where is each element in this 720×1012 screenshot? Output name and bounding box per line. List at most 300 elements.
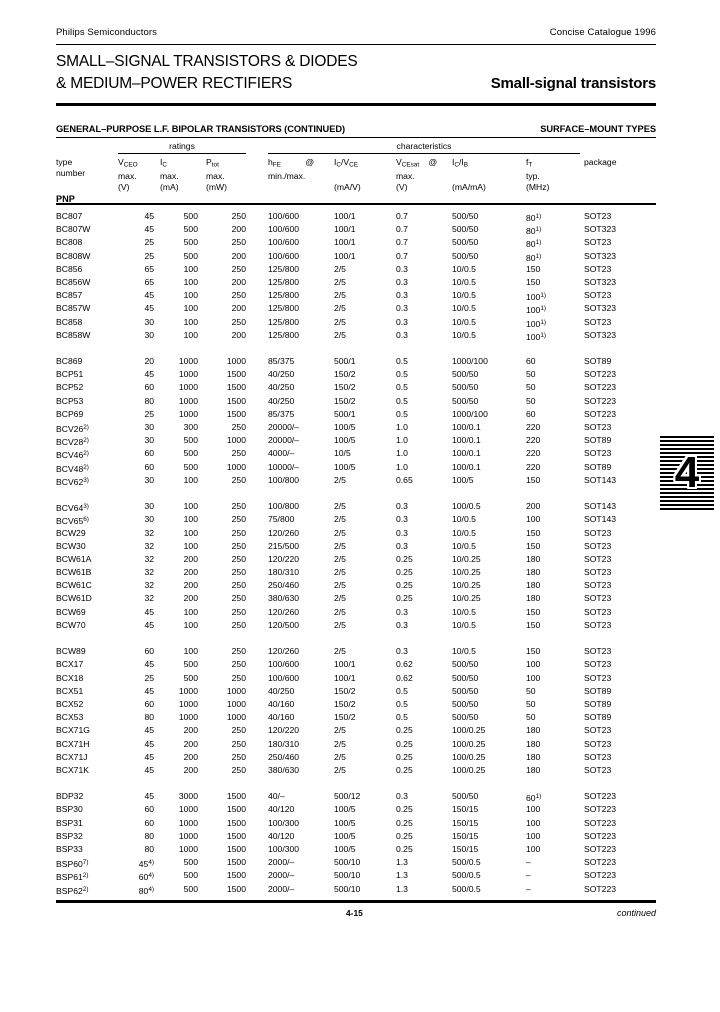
cell-pkg: SOT223 xyxy=(584,844,617,854)
cell-icib: 10/0.25 xyxy=(452,567,481,578)
cell-vcesat: 1.3 xyxy=(396,857,408,868)
cell-ic: 100 xyxy=(183,527,198,538)
cell-vcesat: 0.5 xyxy=(396,382,408,393)
cell-icib: 500/50 xyxy=(452,382,479,393)
cell-hfe: 40/160 xyxy=(268,712,295,723)
cell-pkg: SOT89 xyxy=(584,356,612,367)
header-vceo-subscript: CEO xyxy=(123,161,138,169)
cell-ft: 150 xyxy=(526,527,541,538)
table-row[interactable] xyxy=(56,223,656,236)
cell-ptot: 200 xyxy=(231,276,246,287)
cell-icib: 10/0.25 xyxy=(452,553,481,564)
header-ptot-subscript: tot xyxy=(211,161,219,169)
cell-hfe: 125/800 xyxy=(268,316,300,327)
cell-pkg: SOT23 xyxy=(584,751,612,762)
cell-icvce: 2/5 xyxy=(334,725,346,736)
cell-type: BCW29 xyxy=(56,527,86,538)
table-row[interactable] xyxy=(56,869,656,882)
cell-vceo: 45 xyxy=(144,764,154,775)
cell-icvce: 100/5 xyxy=(334,422,356,432)
table-row[interactable] xyxy=(56,738,656,751)
cell-type: BSP62$^{2)}$ xyxy=(56,885,89,896)
cell-vcesat: 0.25 xyxy=(396,844,413,854)
cell-type: BCV64$^{3)}$ xyxy=(56,503,89,514)
cell-hfe: 40/120 xyxy=(268,804,295,815)
cell-ic: 1000 xyxy=(178,698,198,709)
table-row[interactable] xyxy=(56,672,656,685)
cell-pkg: SOT223 xyxy=(584,817,617,828)
cell-ft: 220 xyxy=(526,422,541,432)
cell-icvce: 2/5 xyxy=(334,329,346,340)
cell-icvce: 100/5 xyxy=(334,804,356,815)
table-row[interactable] xyxy=(56,447,656,460)
cell-ft: 220 xyxy=(526,435,541,446)
cell-vcesat: 0.3 xyxy=(396,646,408,657)
cell-hfe: 100/800 xyxy=(268,501,300,512)
cell-hfe: 20000/– xyxy=(268,422,300,432)
cell-type: BC856W xyxy=(56,276,91,287)
cell-icib: 500/50 xyxy=(452,211,479,221)
table-row[interactable] xyxy=(56,856,656,869)
cell-hfe: 125/800 xyxy=(268,276,300,287)
cell-pkg: SOT323 xyxy=(584,250,617,261)
cell-icib: 100/0.25 xyxy=(452,738,486,749)
cell-hfe: 250/460 xyxy=(268,751,300,762)
table-row[interactable] xyxy=(56,685,656,698)
cell-vcesat: 0.3 xyxy=(396,527,408,538)
cell-pkg: SOT23 xyxy=(584,672,612,683)
table-row[interactable] xyxy=(56,553,656,566)
header-vcesat-qualifier: max. xyxy=(396,170,415,181)
cell-pkg: SOT23 xyxy=(584,725,612,736)
cell-hfe: 120/220 xyxy=(268,725,300,736)
table-row[interactable] xyxy=(56,513,656,526)
cell-icib: 10/0.5 xyxy=(452,606,476,617)
footnote-marker: 2) xyxy=(83,424,89,431)
cell-vcesat: 0.3 xyxy=(396,329,408,340)
table-row[interactable] xyxy=(56,883,656,896)
table-row[interactable] xyxy=(56,421,656,434)
cell-ic: 1000 xyxy=(178,395,198,406)
cell-hfe: 215/500 xyxy=(268,540,300,551)
cell-icvce: 100/1 xyxy=(334,672,356,683)
cell-type: BCV62$^{3)}$ xyxy=(56,476,89,487)
cell-pkg: SOT23 xyxy=(584,540,612,551)
cell-ptot: 250 xyxy=(231,448,246,459)
cell-ic: 3000 xyxy=(178,791,198,802)
table-row[interactable] xyxy=(56,619,656,632)
chapter-tab xyxy=(660,436,714,510)
cell-ic: 500 xyxy=(183,461,198,472)
table-row[interactable] xyxy=(56,843,656,856)
table-row[interactable] xyxy=(56,434,656,447)
header-ptot-unit: (mW) xyxy=(206,181,227,192)
cell-type: BSP30 xyxy=(56,804,83,815)
cell-hfe: 250/460 xyxy=(268,580,300,591)
footnote-marker: 6) xyxy=(83,516,89,524)
cell-icib: 10/0.5 xyxy=(452,303,476,314)
header-ft-qualifier: typ. xyxy=(526,170,540,181)
cell-icvce: 2/5 xyxy=(334,540,346,551)
cell-icib: 100/5 xyxy=(452,474,474,485)
cell-icvce: 100/1 xyxy=(334,237,356,248)
cell-vceo: 30 xyxy=(144,435,154,446)
cell-pkg: SOT323 xyxy=(584,224,617,235)
group-rule-ratings xyxy=(118,153,246,154)
cell-hfe: 120/260 xyxy=(268,527,300,538)
header-icvce-unit: (mA/V) xyxy=(334,181,361,192)
title-rule xyxy=(56,103,656,106)
cell-vceo: 30 xyxy=(144,316,154,327)
cell-pkg: SOT23 xyxy=(584,580,612,591)
table-row[interactable] xyxy=(56,751,656,764)
table-row[interactable] xyxy=(56,817,656,830)
cell-hfe: 40/250 xyxy=(268,685,295,696)
cell-ptot: 1500 xyxy=(226,804,246,815)
cell-ft: 150 xyxy=(526,540,541,551)
cell-ptot: 1500 xyxy=(226,395,246,406)
cell-icib: 10/0.5 xyxy=(452,290,476,301)
header-icvce-sym1: I xyxy=(334,157,337,167)
cell-vceo: 32 xyxy=(144,527,154,538)
table-row[interactable] xyxy=(56,606,656,619)
cell-ptot: 250 xyxy=(231,237,246,248)
header-hfe-symbol: h xyxy=(268,157,273,167)
cell-icvce: 2/5 xyxy=(334,619,346,630)
cell-icib: 10/0.5 xyxy=(452,646,476,657)
cell-ic: 100 xyxy=(183,303,198,314)
header-vcesat-unit: (V) xyxy=(396,181,408,192)
cell-ptot: 1500 xyxy=(226,870,246,881)
cell-vceo: 60$^{4)}$ xyxy=(138,872,154,883)
cell-vcesat: 0.3 xyxy=(396,263,408,274)
cell-type: BCV28$^{2)}$ xyxy=(56,437,89,448)
cell-ptot: 1500 xyxy=(226,791,246,802)
cell-vceo: 60 xyxy=(144,646,154,657)
table-row[interactable] xyxy=(56,461,656,474)
table-row[interactable] xyxy=(56,263,656,276)
cell-icvce: 100/5 xyxy=(334,817,356,828)
continued-note: continued xyxy=(616,908,656,919)
cell-icvce: 2/5 xyxy=(334,316,346,327)
table-caption-right: SURFACE–MOUNT TYPES xyxy=(540,124,656,134)
table-row[interactable] xyxy=(56,316,656,329)
cell-type: BCX71G xyxy=(56,725,90,736)
section-title: Small-signal transistors xyxy=(490,75,656,92)
cell-ft: 60 xyxy=(526,356,536,367)
cell-ft: 50 xyxy=(526,395,536,406)
table-row[interactable] xyxy=(56,764,656,777)
cell-vceo: 32 xyxy=(144,580,154,591)
table-row[interactable] xyxy=(56,381,656,394)
group-rule-characteristics xyxy=(268,153,580,154)
cell-ft: 100 xyxy=(526,844,541,854)
header-vceo xyxy=(118,157,154,193)
cell-pkg: SOT89 xyxy=(584,685,612,696)
cell-vcesat: 0.25 xyxy=(396,593,413,604)
cell-icib: 10/0.5 xyxy=(452,263,476,274)
header-icvce-sub1: C xyxy=(336,161,342,169)
cell-vceo: 30 xyxy=(144,501,154,512)
cell-ic: 100 xyxy=(183,290,198,301)
header-type-line1: type xyxy=(56,157,73,167)
cell-pkg: SOT23 xyxy=(584,738,612,749)
table-row[interactable] xyxy=(56,566,656,579)
cell-ic: 500 xyxy=(183,435,198,446)
header-ft-subscript: T xyxy=(528,161,533,169)
cell-ft: 100 xyxy=(526,817,541,828)
footnote-marker: 3) xyxy=(83,476,89,484)
cell-pkg: SOT223 xyxy=(584,382,617,393)
cell-ptot: 250 xyxy=(231,290,246,301)
cell-ptot: 250 xyxy=(231,619,246,630)
cell-pkg: SOT23 xyxy=(584,567,612,578)
cell-ft: 60$^{1)}$ xyxy=(526,793,542,804)
cell-vceo: 65 xyxy=(144,276,154,287)
cell-ft: 50 xyxy=(526,369,536,380)
cell-ptot: 250 xyxy=(231,211,246,221)
cell-hfe: 100/800 xyxy=(268,474,300,485)
cell-ic: 500 xyxy=(183,870,198,881)
cell-icvce: 2/5 xyxy=(334,474,346,485)
cell-icib: 500/50 xyxy=(452,698,479,709)
cell-pkg: SOT23 xyxy=(584,527,612,538)
cell-ic: 1000 xyxy=(178,369,198,380)
cell-ptot: 1500 xyxy=(226,857,246,868)
cell-type: BC858 xyxy=(56,316,83,327)
table-row[interactable] xyxy=(56,527,656,540)
cell-ptot: 1000 xyxy=(226,685,246,696)
table-row[interactable] xyxy=(56,474,656,487)
cell-vcesat: 0.3 xyxy=(396,290,408,301)
cell-hfe: 180/310 xyxy=(268,738,300,749)
cell-icvce: 150/2 xyxy=(334,395,356,406)
cell-hfe: 120/220 xyxy=(268,553,300,564)
header-type-line2: number xyxy=(56,168,86,178)
cell-ft: 60 xyxy=(526,408,536,419)
table-row[interactable] xyxy=(56,540,656,553)
cell-hfe: 100/600 xyxy=(268,672,300,683)
footnote-marker: 4) xyxy=(148,885,154,893)
header-ic-qualifier: max. xyxy=(160,170,179,181)
cell-vcesat: 0.7 xyxy=(396,224,408,235)
table-row[interactable] xyxy=(56,329,656,342)
cell-type: BCW61A xyxy=(56,553,92,564)
cell-ic: 100 xyxy=(183,501,198,512)
table-row[interactable] xyxy=(56,592,656,605)
cell-vceo: 20 xyxy=(144,356,154,367)
header-package: package xyxy=(584,157,617,167)
cell-ic: 100 xyxy=(183,276,198,287)
table-row-spacer xyxy=(56,632,656,645)
cell-icvce: 2/5 xyxy=(334,567,346,578)
table-row[interactable] xyxy=(56,724,656,737)
table-row-spacer xyxy=(56,777,656,790)
cell-type: BCX52 xyxy=(56,698,84,709)
cell-icvce: 2/5 xyxy=(334,738,346,749)
cell-pkg: SOT143 xyxy=(584,474,617,485)
table-row[interactable] xyxy=(56,790,656,803)
cell-ptot: 200 xyxy=(231,250,246,261)
table-row[interactable] xyxy=(56,803,656,816)
cell-icib: 150/15 xyxy=(452,804,479,815)
cell-vcesat: 0.25 xyxy=(396,751,413,762)
cell-ft: 50 xyxy=(526,698,536,709)
table-row[interactable] xyxy=(56,579,656,592)
table-caption-left: GENERAL–PURPOSE L.F. BIPOLAR TRANSISTORS (CONTINUED) xyxy=(56,124,346,134)
cell-ptot: 250 xyxy=(231,580,246,591)
cell-ic: 200 xyxy=(183,751,198,762)
cell-icvce: 2/5 xyxy=(334,553,346,564)
table-row[interactable] xyxy=(56,408,656,421)
cell-ptot: 250 xyxy=(231,606,246,617)
header-icvce-separator: / xyxy=(341,157,344,167)
cell-icib: 500/50 xyxy=(452,369,479,380)
cell-icvce: 100/5 xyxy=(334,461,356,472)
cell-pkg: SOT23 xyxy=(584,619,612,630)
cell-pkg: SOT23 xyxy=(584,316,612,327)
column-group-band xyxy=(56,140,656,155)
cell-hfe: 380/630 xyxy=(268,764,300,775)
cell-ft: – xyxy=(526,870,531,881)
cell-ft: 150 xyxy=(526,276,541,287)
table-row[interactable] xyxy=(56,368,656,381)
cell-pkg: SOT23 xyxy=(584,659,612,670)
cell-vcesat: 0.25 xyxy=(396,830,413,841)
cell-type: BSP31 xyxy=(56,817,83,828)
header-ft xyxy=(526,157,560,193)
cell-vceo: 45 xyxy=(144,369,154,380)
cell-vcesat: 0.3 xyxy=(396,514,408,525)
cell-hfe: 100/300 xyxy=(268,844,300,854)
cell-icib: 500/50 xyxy=(452,712,479,723)
cell-type: BC808 xyxy=(56,237,83,248)
cell-ic: 200 xyxy=(183,725,198,736)
cell-type: BCV48$^{2)}$ xyxy=(56,463,89,474)
cell-type: BC856 xyxy=(56,263,83,274)
cell-type: BSP61$^{2)}$ xyxy=(56,872,89,883)
cell-icvce: 100/5 xyxy=(334,844,356,854)
cell-vceo: 45 xyxy=(144,290,154,301)
cell-vcesat: 0.5 xyxy=(396,698,408,709)
cell-vceo: 80$^{4)}$ xyxy=(138,885,154,896)
cell-icib: 500/50 xyxy=(452,672,479,683)
cell-pkg: SOT23 xyxy=(584,764,612,775)
cell-icib: 10/0.25 xyxy=(452,580,481,591)
cell-hfe: 2000/– xyxy=(268,883,295,894)
table-row[interactable] xyxy=(56,711,656,724)
cell-vcesat: 0.3 xyxy=(396,619,408,630)
table-row[interactable] xyxy=(56,289,656,302)
cell-ptot: 250 xyxy=(231,725,246,736)
cell-icvce: 100/1 xyxy=(334,250,356,261)
cell-icvce: 2/5 xyxy=(334,290,346,301)
cell-type: BC869 xyxy=(56,356,83,367)
table-row[interactable] xyxy=(56,250,656,263)
cell-vcesat: 0.3 xyxy=(396,791,408,802)
cell-type: BSP60$^{7)}$ xyxy=(56,859,89,870)
table-row[interactable] xyxy=(56,395,656,408)
cell-pkg: SOT23 xyxy=(584,593,612,604)
table-row[interactable] xyxy=(56,236,656,249)
header-rule xyxy=(56,203,656,205)
cell-vceo: 45 xyxy=(144,791,154,802)
header-icib-sym1: I xyxy=(452,157,455,167)
cell-ic: 500 xyxy=(183,857,198,868)
cell-type: BCW89 xyxy=(56,646,86,657)
table-caption xyxy=(56,124,656,134)
header-hfe-subscript: FE xyxy=(272,161,281,169)
header-vceo-qualifier: max. xyxy=(118,170,137,181)
table-row[interactable] xyxy=(56,276,656,289)
table-row[interactable] xyxy=(56,210,656,223)
cell-icib: 1000/100 xyxy=(452,408,488,419)
footnote-marker: 4) xyxy=(148,872,154,880)
cell-vcesat: 0.25 xyxy=(396,553,413,564)
cell-hfe: 40/250 xyxy=(268,395,295,406)
cell-icvce: 2/5 xyxy=(334,514,346,525)
table-row[interactable] xyxy=(56,302,656,315)
cell-pkg: SOT223 xyxy=(584,857,617,868)
cell-ptot: 1500 xyxy=(226,830,246,841)
cell-icvce: 500/10 xyxy=(334,857,361,868)
group-label-ratings: ratings xyxy=(169,141,195,151)
footnote-marker: 1) xyxy=(535,239,542,247)
cell-type: BCV65$^{6)}$ xyxy=(56,516,89,527)
table-row[interactable] xyxy=(56,645,656,658)
cell-ft: 80$^{1)}$ xyxy=(526,252,542,263)
header-icib-sub2: B xyxy=(463,161,469,169)
cell-type: BC857 xyxy=(56,290,83,301)
cell-vceo: 60 xyxy=(144,448,154,459)
cell-ic: 500 xyxy=(183,883,198,894)
cell-hfe: 85/375 xyxy=(268,356,295,367)
cell-vcesat: 0.5 xyxy=(396,712,408,723)
table-row[interactable] xyxy=(56,355,656,368)
cell-ic: 500 xyxy=(183,237,198,248)
cell-hfe: 100/300 xyxy=(268,817,300,828)
cell-ft: 50 xyxy=(526,685,536,696)
catalogue-name: Concise Catalogue 1996 xyxy=(549,27,656,38)
header-icib-separator: / xyxy=(459,157,462,167)
cell-ft: 200 xyxy=(526,501,541,512)
cell-ft: 100 xyxy=(526,672,541,683)
cell-ft: 180 xyxy=(526,567,541,578)
cell-vceo: 60 xyxy=(144,804,154,815)
cell-ic: 200 xyxy=(183,567,198,578)
header-hfe-qualifier: min./max. xyxy=(268,170,306,181)
cell-icvce: 500/10 xyxy=(334,870,361,881)
cell-icvce: 2/5 xyxy=(334,646,346,657)
table-row[interactable] xyxy=(56,500,656,513)
table-row[interactable] xyxy=(56,830,656,843)
cell-hfe: 100/600 xyxy=(268,224,300,235)
footnote-marker: 2) xyxy=(83,463,89,471)
cell-icvce: 500/10 xyxy=(334,883,361,894)
cell-ic: 100 xyxy=(183,606,198,617)
table-row[interactable] xyxy=(56,698,656,711)
cell-ptot: 250 xyxy=(231,553,246,564)
cell-pkg: SOT23 xyxy=(584,237,612,248)
cell-icvce: 500/12 xyxy=(334,791,361,802)
table-row[interactable] xyxy=(56,658,656,671)
cell-ic: 200 xyxy=(183,580,198,591)
cell-vcesat: 0.25 xyxy=(396,738,413,749)
cell-ic: 200 xyxy=(183,593,198,604)
cell-ptot: 250 xyxy=(231,422,246,432)
cell-ft: 100 xyxy=(526,804,541,815)
cell-icib: 150/15 xyxy=(452,844,479,854)
